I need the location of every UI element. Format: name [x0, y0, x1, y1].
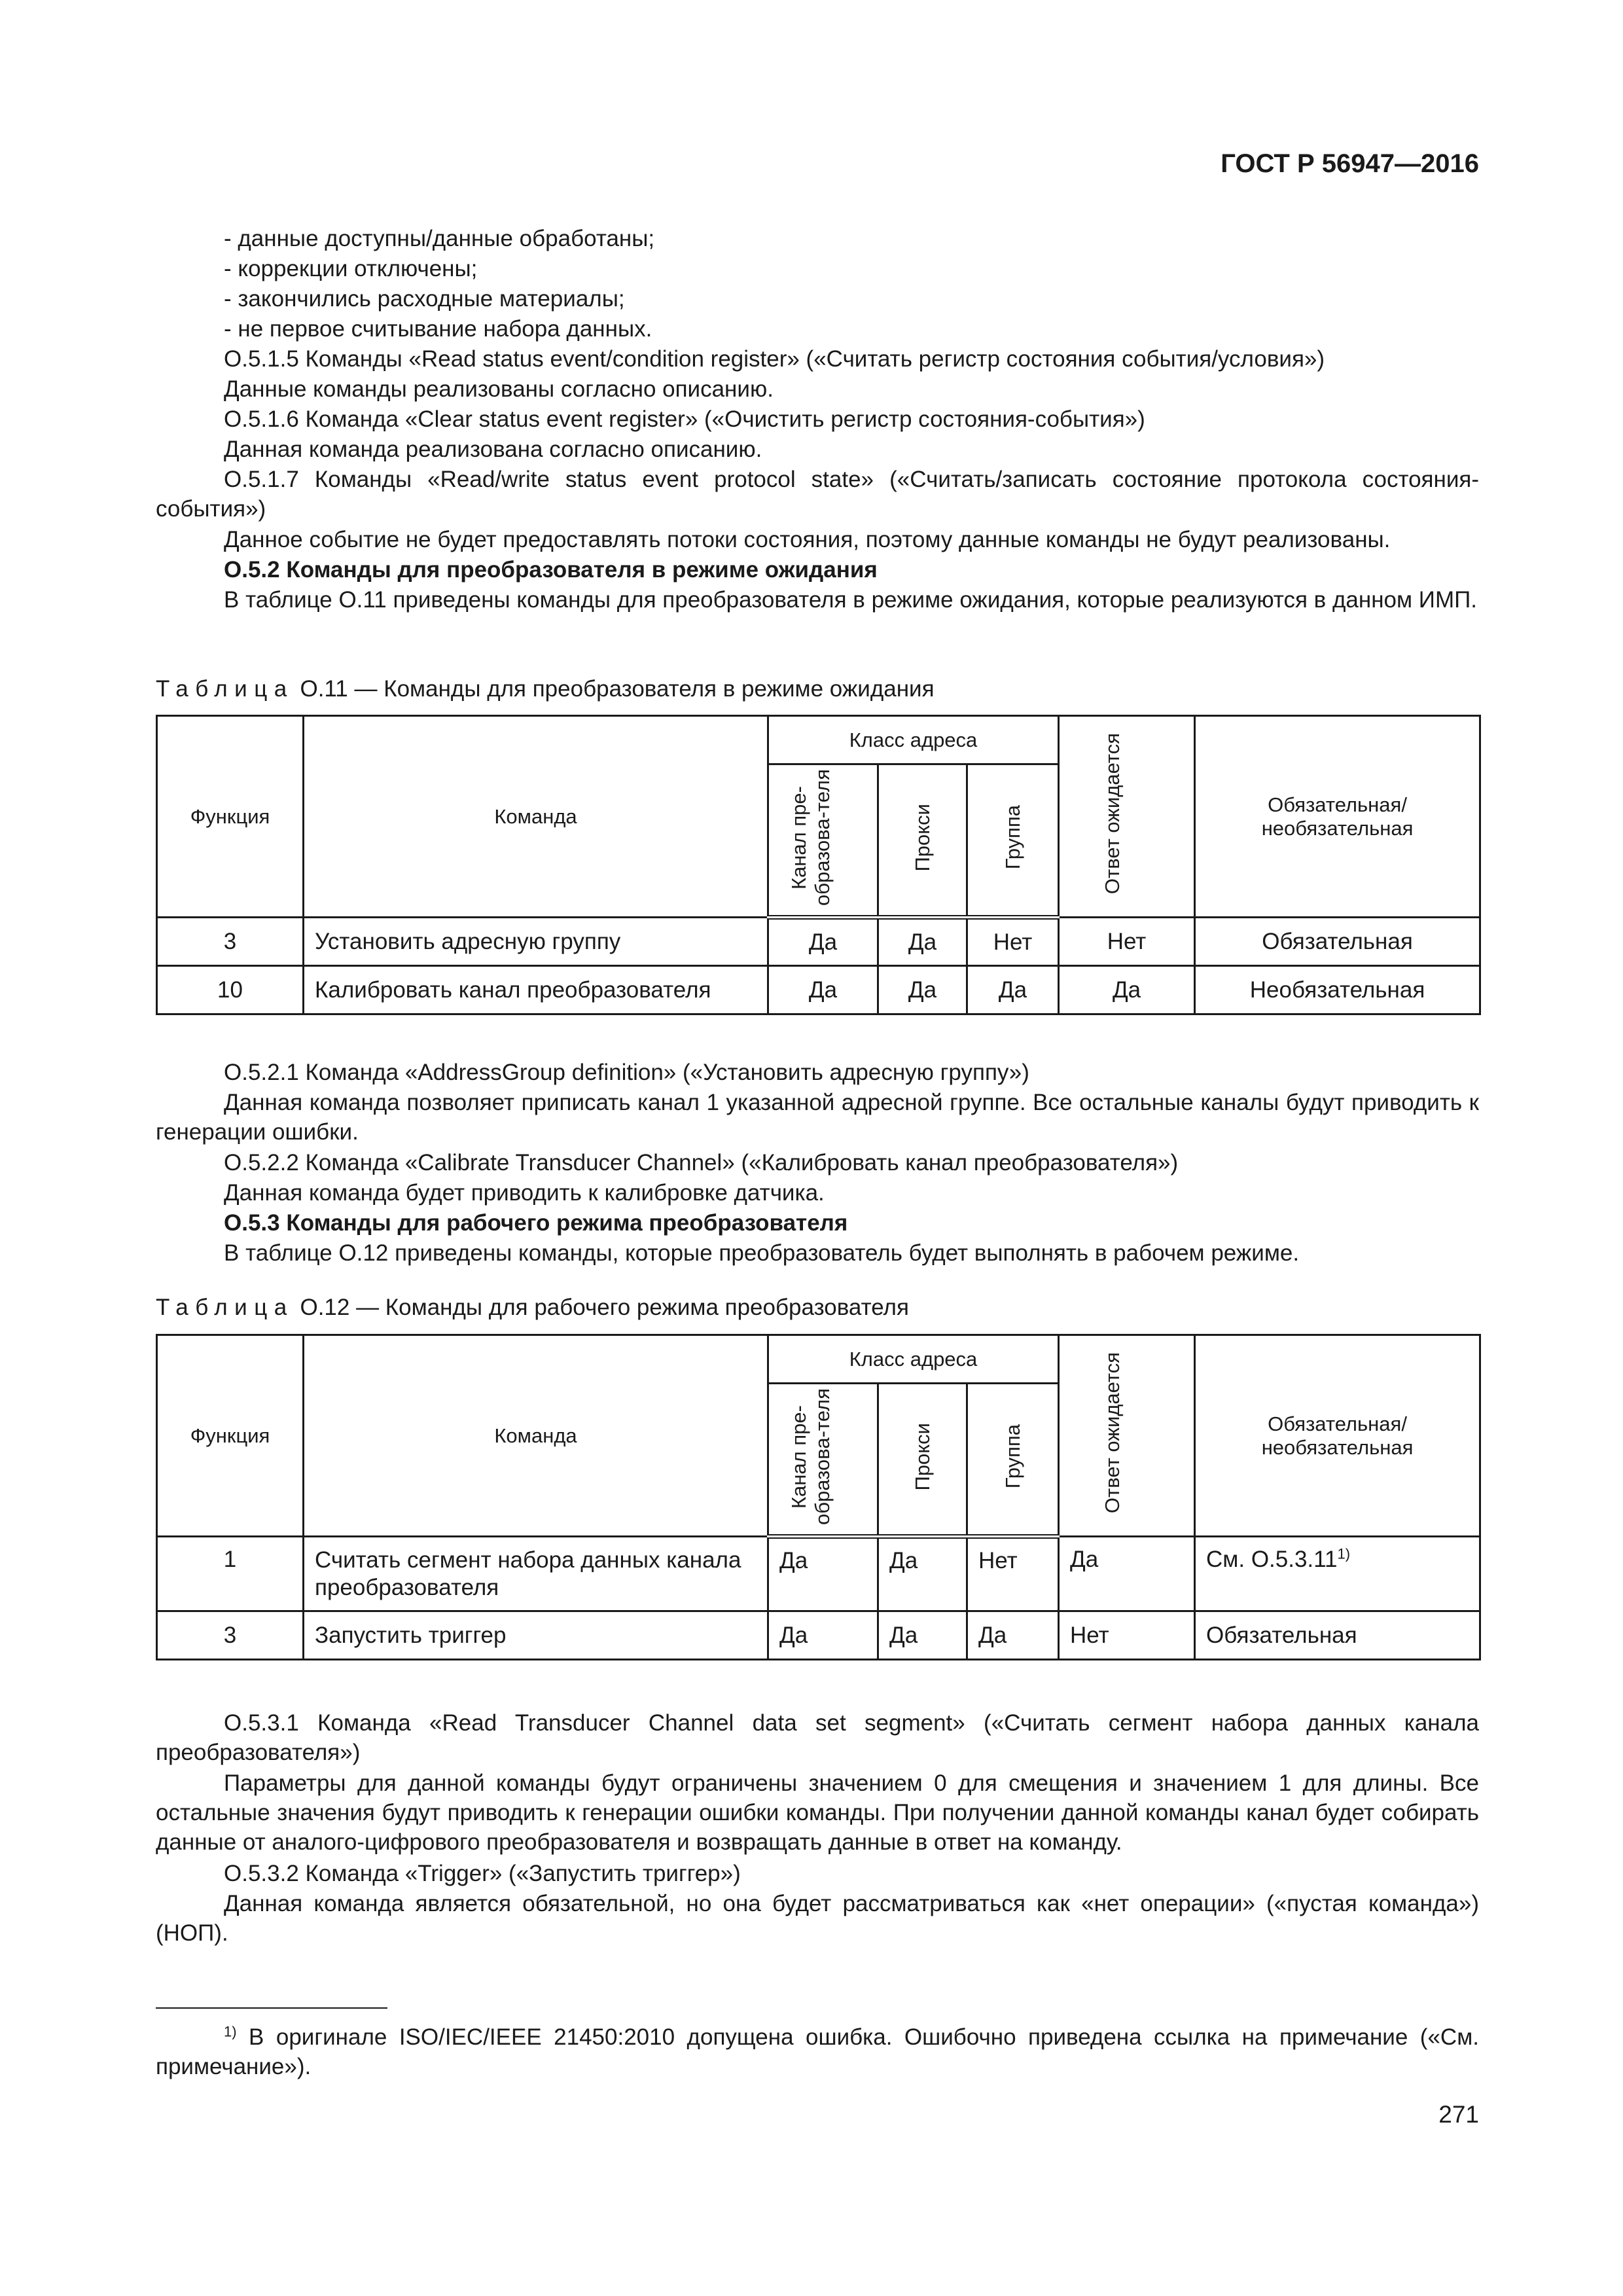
header-group: Группа — [967, 764, 1059, 918]
list-item: - данные доступны/данные обработаны; — [224, 226, 655, 251]
table-row — [157, 1537, 1480, 1611]
table-row — [157, 1611, 1480, 1660]
header-command: Команда — [304, 1335, 768, 1537]
body-paragraph: Данная команда позволяет приписать канал 1 указанной адресной группе. Все остальные каналы будут приводить к генерации ошибки. — [156, 1090, 1479, 1145]
header-response: Ответ ожидается — [1059, 716, 1195, 918]
list-item: - закончились расходные материалы; — [224, 286, 625, 312]
header-address-class: Класс адреса — [768, 1335, 1059, 1384]
footnote: $^{1)}$ В оригинале ISO/IEC/IEEE 21450:2010 допущена ошибка. Ошибочно приведена ссылка на примечание («См. примечание»). — [156, 2023, 1479, 2079]
cell-response: Нет — [1059, 918, 1195, 966]
cell-response: Да — [1059, 1537, 1195, 1611]
page-number: 271 — [1438, 2101, 1479, 2128]
body-line: Данные команды реализованы согласно описанию. — [224, 376, 774, 402]
cell-proxy: Да — [878, 1537, 967, 1611]
cell-function: 10 — [157, 966, 304, 1014]
body-line: Данное событие не будет предоставлять потоки состояния, поэтому данные команды не будут реализованы. — [224, 527, 1391, 552]
body-line: Данная команда будет приводить к калибровке датчика. — [224, 1180, 825, 1206]
header-response: Ответ ожидается — [1059, 1335, 1195, 1537]
cell-mandatory: Обязательная — [1195, 1611, 1480, 1660]
cell-mandatory: Необязательная — [1195, 966, 1480, 1014]
cell-response: Нет — [1059, 1611, 1195, 1660]
cell-command: Запустить триггер — [304, 1611, 768, 1660]
cell-proxy: Да — [878, 966, 967, 1014]
header-mandatory: Обязательная/ необязательная — [1195, 1335, 1480, 1537]
cell-function: 3 — [157, 918, 304, 966]
header-command: Команда — [304, 716, 768, 918]
cell-group: Да — [967, 1611, 1059, 1660]
footnote-mark: 1) — [224, 2023, 237, 2040]
table-o11 — [156, 715, 1481, 1015]
cell-group: Нет — [967, 918, 1059, 966]
section-heading: О.5.2 Команды для преобразователя в режиме ожидания — [224, 557, 878, 583]
cell-function: 1 — [157, 1537, 304, 1611]
header-proxy: Прокси — [878, 1384, 967, 1537]
section-line: О.5.2.1 Команда «AddressGroup definition» («Установить адресную группу») — [224, 1060, 1029, 1085]
footnote-rule — [156, 2007, 387, 2009]
section-paragraph: О.5.1.7 Команды «Read/write status event protocol state» («Считать/записать состояние протокола состояния-события») — [156, 467, 1479, 522]
cell-group: Нет — [967, 1537, 1059, 1611]
section-line: О.5.1.5 Команды «Read status event/condition register» («Считать регистр состояния события/условия») — [224, 346, 1325, 372]
cell-proxy: Да — [878, 1611, 967, 1660]
list-item: - не первое считывание набора данных. — [224, 316, 652, 342]
header-channel: Канал пре-образова-теля — [768, 764, 878, 918]
cell-channel: Да — [768, 1537, 878, 1611]
header-proxy: Прокси — [878, 764, 967, 918]
body-paragraph: В таблице О.11 приведены команды для преобразователя в режиме ожидания, которые реализуются в данном ИМП. — [224, 587, 1477, 613]
header-group: Группа — [967, 1384, 1059, 1537]
cell-mandatory: См. О.5.3.11$^{1)}$ — [1195, 1537, 1480, 1611]
footnote-ref: 1) — [1337, 1545, 1351, 1562]
section-line: О.5.2.2 Команда «Calibrate Transducer Channel» («Калибровать канал преобразователя») — [224, 1150, 1179, 1175]
cell-group: Да — [967, 966, 1059, 1014]
table-caption: Таблица О.12 — Команды для рабочего режима преобразователя — [156, 1295, 909, 1320]
list-item: - коррекции отключены; — [224, 256, 478, 281]
cell-function: 3 — [157, 1611, 304, 1660]
section-line: О.5.1.6 Команда «Clear status event register» («Очистить регистр состояния-события») — [224, 406, 1145, 432]
body-line: В таблице О.12 приведены команды, которые преобразователь будет выполнять в рабочем режиме. — [224, 1240, 1300, 1266]
header-mandatory: Обязательная/ необязательная — [1195, 716, 1480, 918]
body-line: Данная команда реализована согласно описанию. — [224, 437, 762, 462]
cell-command: Калибровать канал преобразователя — [304, 966, 768, 1014]
document-header: ГОСТ Р 56947—2016 — [1221, 149, 1479, 178]
body-paragraph: Данная команда является обязательной, но она будет рассматриваться как «нет операции» («пустая команда») (НОП). — [156, 1891, 1479, 1946]
header-address-class: Класс адреса — [768, 716, 1059, 764]
section-heading: О.5.3 Команды для рабочего режима преобразователя — [224, 1210, 848, 1236]
header-function: Функция — [157, 716, 304, 918]
cell-command: Установить адресную группу — [304, 918, 768, 966]
cell-mandatory: Обязательная — [1195, 918, 1480, 966]
table-row — [157, 966, 1480, 1014]
header-channel: Канал пре-образова-теля — [768, 1384, 878, 1537]
table-row — [157, 918, 1480, 966]
cell-channel: Да — [768, 1611, 878, 1660]
section-paragraph: О.5.3.1 Команда «Read Transducer Channel data set segment» («Считать сегмент набора данных канала преобразователя») — [156, 1710, 1479, 1765]
body-paragraph: Параметры для данной команды будут ограничены значением 0 для смещения и значением 1 для длины. Все остальные значения будут приводить к генерации ошибки команды. При получении данной команды канал будет собирать данные от аналого-цифрового преобразователя и возвращать данные в ответ на команду. — [156, 1770, 1479, 1855]
cell-proxy: Да — [878, 918, 967, 966]
header-function: Функция — [157, 1335, 304, 1537]
cell-channel: Да — [768, 918, 878, 966]
table-o12 — [156, 1334, 1481, 1660]
cell-command: Считать сегмент набора данных канала преобразователя — [304, 1537, 768, 1611]
cell-response: Да — [1059, 966, 1195, 1014]
table-caption: Таблица О.11 — Команды для преобразователя в режиме ожидания — [156, 676, 935, 702]
section-line: О.5.3.2 Команда «Trigger» («Запустить триггер») — [224, 1861, 741, 1886]
cell-channel: Да — [768, 966, 878, 1014]
